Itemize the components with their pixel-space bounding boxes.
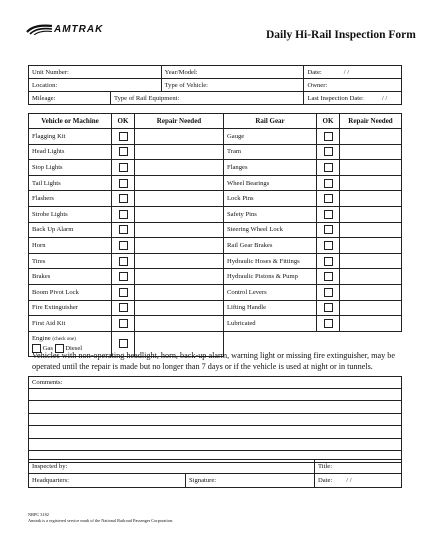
engine-ok-checkbox[interactable] [119, 339, 128, 348]
rail-gear-item-label: Tram [224, 144, 317, 160]
col-vehicle-or-machine: Vehicle or Machine [29, 114, 112, 129]
vehicle-item-label: Head Lights [29, 144, 112, 160]
footer [28, 512, 173, 524]
vehicle-ok-checkbox[interactable] [119, 225, 128, 234]
table-row [29, 191, 402, 207]
vehicle-ok-checkbox[interactable] [119, 303, 128, 312]
vehicle-item-label: Flashers [29, 191, 112, 207]
unit-number-field[interactable] [29, 66, 162, 79]
vehicle-ok-cell [112, 253, 135, 269]
vehicle-item-label: Horn [29, 238, 112, 254]
vehicle-repair-needed-cell[interactable] [135, 175, 224, 191]
type-of-rail-equipment-label: Type of Rail Equipment: [114, 94, 180, 102]
type-of-rail-equipment-field[interactable] [111, 92, 304, 105]
inspected-by-field[interactable] [29, 460, 315, 474]
last-inspection-date-label: Last Inspection Date: [307, 94, 364, 102]
rail-gear-item-label: Gauge [224, 129, 317, 145]
rail-ok-checkbox[interactable] [324, 272, 333, 281]
vehicle-ok-cell [112, 175, 135, 191]
type-of-vehicle-field[interactable] [161, 79, 304, 92]
col-rail-gear: Rail Gear [224, 114, 317, 129]
rail-repair-needed-cell[interactable] [340, 144, 402, 160]
inspection-table [28, 113, 402, 357]
rail-ok-cell [317, 175, 340, 191]
table-row [29, 129, 402, 145]
vehicle-repair-needed-cell[interactable] [135, 129, 224, 145]
date-slashes: / / [343, 68, 350, 76]
rail-gear-item-label: Steering Wheel Lock [224, 222, 317, 238]
table-row [29, 206, 402, 222]
year-model-field[interactable] [161, 66, 304, 79]
comment-line [29, 426, 401, 438]
vehicle-ok-checkbox[interactable] [119, 132, 128, 141]
vehicle-repair-needed-cell[interactable] [135, 284, 224, 300]
comment-line [29, 414, 401, 426]
brand-name: AMTRAK [54, 24, 104, 35]
vehicle-ok-checkbox[interactable] [119, 319, 128, 328]
rail-gear-item-label: Safety Pins [224, 206, 317, 222]
trademark-notice: Amtrak is a registered service mark of the National Railroad Passenger Corporation. [28, 518, 174, 523]
vehicle-ok-cell [112, 144, 135, 160]
rail-repair-needed-cell[interactable] [340, 316, 402, 332]
vehicle-ok-checkbox[interactable] [119, 288, 128, 297]
rail-ok-checkbox[interactable] [324, 241, 333, 250]
vehicle-repair-needed-cell[interactable] [135, 160, 224, 176]
vehicle-repair-needed-cell[interactable] [135, 144, 224, 160]
operation-notice: Vehicles with non-operating headlight, horn, back-up alarm, warning light or missing fire extinguisher, may be operated until the repair is made but no longer than 7 days or if the vehicle is used at night or in tunnels. [32, 351, 396, 371]
vehicle-ok-checkbox[interactable] [119, 210, 128, 219]
signoff-date-slashes: / / [346, 477, 352, 484]
table-row [29, 238, 402, 254]
inspected-by-label: Inspected by: [32, 463, 68, 470]
rail-repair-needed-cell[interactable] [340, 238, 402, 254]
col-repair-needed-rail: Repair Needed [340, 114, 402, 129]
headquarters-field[interactable] [29, 474, 186, 488]
vehicle-item-label: First Aid Kit [29, 316, 112, 332]
rail-ok-checkbox[interactable] [324, 132, 333, 141]
title-field[interactable] [315, 460, 402, 474]
vehicle-item-label: Tires [29, 253, 112, 269]
rail-repair-needed-cell[interactable] [340, 191, 402, 207]
rail-repair-needed-cell[interactable] [340, 206, 402, 222]
rail-repair-needed-cell[interactable] [340, 253, 402, 269]
amtrak-logo [26, 22, 126, 38]
comments-area[interactable] [28, 389, 402, 463]
vehicle-ok-checkbox[interactable] [119, 147, 128, 156]
comment-line [29, 401, 401, 413]
signoff-date-field[interactable] [315, 474, 402, 488]
vehicle-ok-cell [112, 191, 135, 207]
vehicle-ok-cell [112, 316, 135, 332]
form-title: Daily Hi-Rail Inspection Form [266, 29, 416, 41]
vehicle-ok-checkbox[interactable] [119, 241, 128, 250]
mileage-field[interactable] [29, 92, 111, 105]
rail-repair-needed-cell[interactable] [340, 300, 402, 316]
rail-gear-item-label: Hydraulic Hoses & Fittings [224, 253, 317, 269]
vehicle-item-label: Back Up Alarm [29, 222, 112, 238]
rail-ok-checkbox[interactable] [324, 210, 333, 219]
signature-label: Signature: [189, 477, 217, 484]
table-row [29, 144, 402, 160]
unit-number-label: Unit Number: [32, 68, 69, 76]
vehicle-item-label: Stop Lights [29, 160, 112, 176]
table-row [29, 160, 402, 176]
last-inspection-date-field[interactable] [304, 92, 402, 105]
rail-ok-checkbox[interactable] [324, 319, 333, 328]
vehicle-repair-needed-cell[interactable] [135, 222, 224, 238]
vehicle-item-label: Flagging Kit [29, 129, 112, 145]
col-repair-needed-vehicle: Repair Needed [135, 114, 224, 129]
rail-ok-cell [317, 160, 340, 176]
rail-repair-needed-cell[interactable] [340, 160, 402, 176]
col-ok-vehicle: OK [112, 114, 135, 129]
rail-gear-item-label: Control Levers [224, 284, 317, 300]
rail-ok-checkbox[interactable] [324, 288, 333, 297]
rail-ok-cell [317, 191, 340, 207]
vehicle-ok-cell [112, 160, 135, 176]
vehicle-ok-cell [112, 222, 135, 238]
vehicle-ok-cell [112, 300, 135, 316]
table-row [29, 175, 402, 191]
vehicle-item-label: Tail Lights [29, 175, 112, 191]
vehicle-item-label: Brakes [29, 269, 112, 285]
date-label: Date: [307, 68, 322, 76]
vehicle-repair-needed-cell[interactable] [135, 300, 224, 316]
rail-gear-item-label: Wheel Bearings [224, 175, 317, 191]
vehicle-repair-needed-cell[interactable] [135, 191, 224, 207]
table-row [29, 269, 402, 285]
rail-ok-cell [317, 144, 340, 160]
rail-ok-cell [317, 284, 340, 300]
rail-repair-needed-cell[interactable] [340, 284, 402, 300]
rail-ok-cell [317, 316, 340, 332]
mileage-label: Mileage: [32, 94, 56, 102]
comment-line [29, 389, 401, 401]
engine-hint: (check one) [52, 336, 76, 342]
vehicle-item-label: Boom Pivot Lock [29, 284, 112, 300]
rail-repair-needed-cell[interactable] [340, 222, 402, 238]
rail-ok-checkbox[interactable] [324, 194, 333, 203]
year-model-label: Year/Model: [164, 68, 198, 76]
rail-gear-item-label: Rail Gear Brakes [224, 238, 317, 254]
rail-repair-needed-cell[interactable] [340, 269, 402, 285]
title-label: Title: [318, 463, 333, 470]
gas-label: Gas [42, 344, 53, 352]
comments-label: Comments: [28, 376, 402, 389]
vehicle-ok-cell [112, 284, 135, 300]
table-row [29, 284, 402, 300]
rail-ok-checkbox[interactable] [324, 303, 333, 312]
rail-gear-item-label: Hydraulic Pistons & Pump [224, 269, 317, 285]
col-ok-rail: OK [317, 114, 340, 129]
rail-ok-cell [317, 206, 340, 222]
vehicle-repair-needed-cell[interactable] [135, 269, 224, 285]
signature-field[interactable] [186, 474, 315, 488]
vehicle-repair-needed-cell[interactable] [135, 238, 224, 254]
signoff-table [28, 459, 402, 488]
vehicle-ok-checkbox[interactable] [119, 272, 128, 281]
rail-ok-checkbox[interactable] [324, 147, 333, 156]
vehicle-repair-needed-cell[interactable] [135, 206, 224, 222]
owner-label: Owner: [307, 81, 328, 89]
rail-ok-cell [317, 300, 340, 316]
vehicle-ok-checkbox[interactable] [119, 257, 128, 266]
vehicle-repair-needed-cell[interactable] [135, 316, 224, 332]
vehicle-ok-checkbox[interactable] [119, 163, 128, 172]
location-field[interactable] [29, 79, 162, 92]
rail-ok-cell [317, 253, 340, 269]
rail-ok-checkbox[interactable] [324, 257, 333, 266]
owner-field[interactable] [304, 79, 402, 92]
amtrak-wave-icon [26, 23, 54, 35]
rail-ok-cell [317, 222, 340, 238]
vehicle-ok-cell [112, 129, 135, 145]
rail-ok-checkbox[interactable] [324, 163, 333, 172]
vehicle-ok-cell [112, 206, 135, 222]
table-row [29, 253, 402, 269]
signoff-date-label: Date: [318, 477, 333, 484]
rail-ok-cell [317, 129, 340, 145]
vehicle-ok-cell [112, 269, 135, 285]
vehicle-repair-needed-cell[interactable] [135, 253, 224, 269]
form-code: NRPC 3182 [28, 512, 49, 517]
table-row [29, 222, 402, 238]
table-row [29, 316, 402, 332]
rail-repair-needed-cell[interactable] [340, 175, 402, 191]
table-row [29, 300, 402, 316]
rail-gear-item-label: Lubricated [224, 316, 317, 332]
vehicle-ok-cell [112, 238, 135, 254]
rail-ok-checkbox[interactable] [324, 225, 333, 234]
location-label: Location: [32, 81, 58, 89]
rail-ok-cell [317, 238, 340, 254]
last-inspection-slashes: / / [381, 94, 388, 102]
diesel-label: Diesel [65, 344, 83, 352]
type-of-vehicle-label: Type of Vehicle: [164, 81, 208, 89]
headquarters-label: Headquarters: [32, 477, 69, 484]
comments-section [28, 376, 402, 463]
vehicle-item-label: Fire Extinguisher [29, 300, 112, 316]
vehicle-ok-checkbox[interactable] [119, 194, 128, 203]
vehicle-ok-checkbox[interactable] [119, 179, 128, 188]
rail-gear-item-label: Lock Pins [224, 191, 317, 207]
vehicle-item-label: Strobe Lights [29, 206, 112, 222]
header-info-table [28, 65, 402, 105]
rail-ok-cell [317, 269, 340, 285]
date-field[interactable] [304, 66, 402, 79]
rail-ok-checkbox[interactable] [324, 179, 333, 188]
rail-repair-needed-cell[interactable] [340, 129, 402, 145]
engine-label: Engine [32, 334, 51, 342]
rail-gear-item-label: Lifting Handle [224, 300, 317, 316]
rail-gear-item-label: Flanges [224, 160, 317, 176]
inspection-rows [29, 129, 402, 332]
comment-line [29, 439, 401, 451]
